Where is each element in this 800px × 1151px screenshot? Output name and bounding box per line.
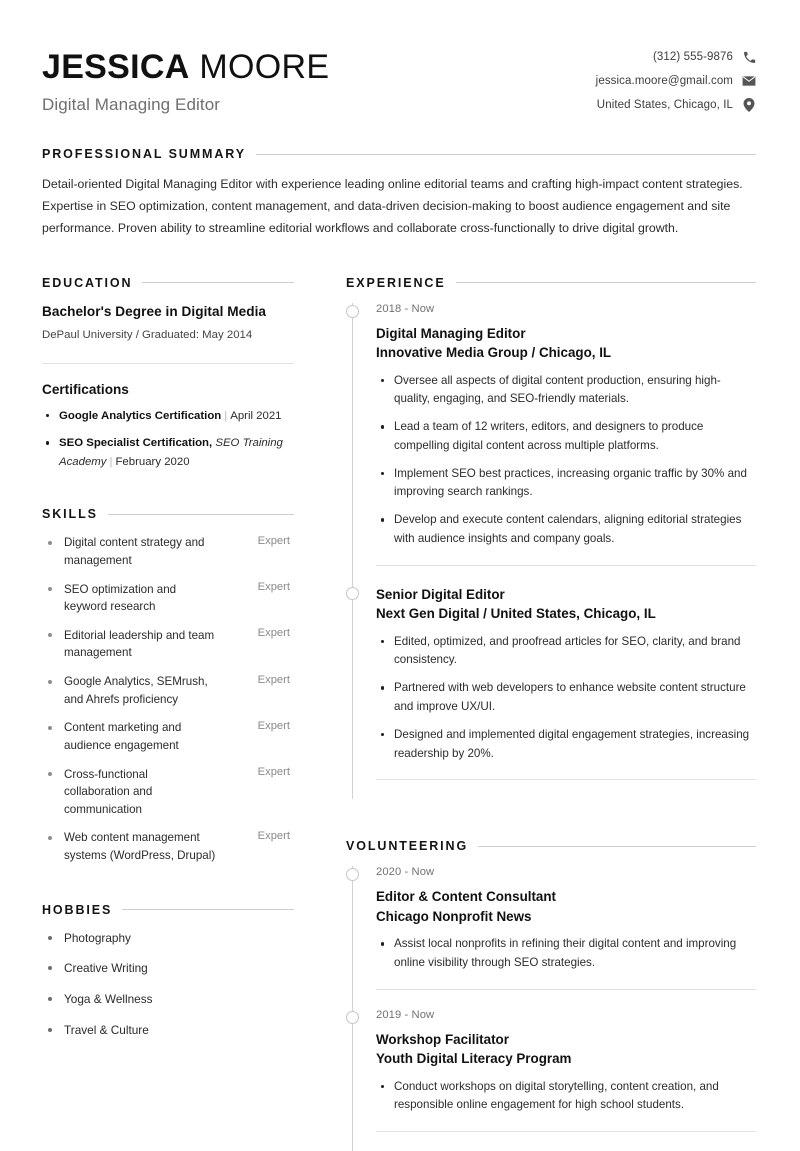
volunteering-entry xyxy=(346,866,756,1008)
contact-phone[interactable] xyxy=(653,50,756,64)
list-item: Implement SEO best practices, increasing organic traffic by 30% and improving search rankings. xyxy=(376,465,756,503)
contact-block xyxy=(596,44,756,112)
section-header-summary xyxy=(42,147,756,161)
email-icon xyxy=(742,74,756,88)
skill-level: Expert xyxy=(257,581,290,594)
hobbies-list xyxy=(42,930,294,1040)
skill-level: Expert xyxy=(257,829,290,842)
contact-location-text: United States, Chicago, IL xyxy=(596,99,733,111)
divider xyxy=(42,363,294,364)
entry-organization: Youth Digital Literacy Program xyxy=(376,1051,572,1067)
skill-name: Editorial leadership and team management xyxy=(64,628,215,660)
list-item: Edited, optimized, and proofread articles for SEO, clarity, and brand consistency. xyxy=(376,633,756,671)
volunteering-section xyxy=(346,839,756,1151)
separator: | xyxy=(109,455,113,468)
education-degree: Bachelor's Degree in Digital Media xyxy=(42,303,267,319)
list-item xyxy=(42,534,294,569)
skill-name: SEO optimization and keyword research xyxy=(64,582,177,614)
professional-summary-section xyxy=(42,147,756,240)
list-item: Travel & Culture xyxy=(42,1022,294,1040)
phone-icon xyxy=(742,50,756,64)
section-title: HOBBIES xyxy=(42,902,113,917)
skills-section xyxy=(42,507,294,864)
certification-date: February 2020 xyxy=(115,455,190,468)
left-column xyxy=(42,276,294,1053)
section-rule xyxy=(108,514,294,515)
list-item xyxy=(42,719,294,754)
certification-name: Google Analytics Certification xyxy=(59,410,222,423)
separator: | xyxy=(224,410,228,423)
skill-level: Expert xyxy=(257,766,290,779)
contact-phone-text: (312) 555-9876 xyxy=(652,51,733,63)
section-header-experience xyxy=(346,276,756,290)
list-item: Partnered with web developers to enhance website content structure and improve UX/UI. xyxy=(376,679,756,717)
job-title: Digital Managing Editor xyxy=(42,95,221,115)
list-item xyxy=(42,627,294,662)
divider xyxy=(376,989,756,990)
list-item xyxy=(42,581,294,616)
experience-entry xyxy=(346,585,756,800)
list-item: Creative Writing xyxy=(42,960,294,978)
entry-role: Editor & Content Consultant xyxy=(376,889,557,905)
section-header-skills xyxy=(42,507,294,521)
education-section xyxy=(42,276,294,344)
certifications-title: Certifications xyxy=(42,382,129,398)
list-item: Develop and execute content calendars, aligning editorial strategies with audience insights and company goals. xyxy=(376,511,756,549)
section-title: SKILLS xyxy=(42,507,98,522)
list-item: Lead a team of 12 writers, editors, and designers to produce compelling digital content across multiple platforms. xyxy=(376,418,756,456)
timeline-dot-icon xyxy=(346,305,359,318)
skill-level: Expert xyxy=(257,627,290,640)
body-columns xyxy=(42,276,756,1151)
skill-name: Content marketing and audience engagement xyxy=(64,721,182,752)
timeline-axis xyxy=(352,303,353,585)
timeline-axis xyxy=(352,1009,353,1151)
resume-header xyxy=(42,38,756,115)
entry-bullets xyxy=(376,633,756,764)
list-item xyxy=(42,673,294,708)
list-item: Oversee all aspects of digital content production, ensuring high-quality, engaging, and SEO-friendly materials. xyxy=(376,372,756,410)
section-rule xyxy=(478,846,756,847)
skill-name: Web content management systems (WordPress, Drupal) xyxy=(64,831,216,862)
section-rule xyxy=(122,909,294,910)
section-title: EDUCATION xyxy=(42,275,133,290)
entry-role: Workshop Facilitator xyxy=(376,1031,509,1047)
section-header-volunteering xyxy=(346,839,756,853)
certifications-list xyxy=(42,407,294,471)
experience-timeline xyxy=(346,303,756,800)
timeline-dot-icon xyxy=(346,587,359,600)
section-rule xyxy=(142,282,294,283)
skill-name: Google Analytics, SEMrush, and Ahrefs proficiency xyxy=(64,675,208,706)
entry-organization: Innovative Media Group / Chicago, IL xyxy=(376,345,612,361)
contact-email-text: jessica.moore@gmail.com xyxy=(595,75,733,87)
education-meta: DePaul University / Graduated: May 2014 xyxy=(42,329,253,342)
volunteering-entry xyxy=(346,1009,756,1151)
divider xyxy=(376,1131,756,1132)
right-column xyxy=(294,276,756,1151)
volunteering-timeline xyxy=(346,866,756,1151)
entry-date: 2020 - Now xyxy=(376,866,435,879)
section-rule xyxy=(256,154,756,155)
page-title xyxy=(42,48,329,86)
experience-section xyxy=(346,276,756,800)
certification-issuer: SEO Training Academy xyxy=(59,437,283,468)
hobbies-section xyxy=(42,903,294,1040)
divider xyxy=(376,565,756,566)
list-item xyxy=(42,434,294,471)
first-name: JESSICA xyxy=(42,48,190,86)
contact-email[interactable] xyxy=(596,74,756,88)
name-block xyxy=(42,44,329,115)
skill-name: Cross-functional collaboration and communication xyxy=(64,767,153,816)
divider xyxy=(376,779,756,780)
entry-date: 2019 - Now xyxy=(376,1008,435,1021)
list-item xyxy=(42,407,294,425)
entry-organization: Next Gen Digital / United States, Chicago, IL xyxy=(376,606,656,622)
skill-level: Expert xyxy=(257,673,290,686)
summary-text: Detail-oriented Digital Managing Editor with experience leading online editorial teams and crafting high-impact content strategies. Expertise in SEO optimization, content management, and data-driven decision-making to boost audience engagement and site performance. Proven ability to streamline editorial workflows and collaborate cross-functionally to drive digital growth. xyxy=(42,177,743,235)
entry-bullets xyxy=(376,1078,756,1116)
entry-date: 2018 - Now xyxy=(376,302,435,315)
last-name: MOORE xyxy=(199,48,330,86)
list-item xyxy=(42,829,294,864)
section-header-education xyxy=(42,276,294,290)
entry-bullets xyxy=(376,372,756,549)
location-pin-icon xyxy=(742,98,756,112)
section-header-hobbies xyxy=(42,903,294,917)
certification-name: SEO Specialist Certification, xyxy=(59,437,213,450)
experience-entry xyxy=(346,303,756,585)
skill-level: Expert xyxy=(257,719,290,732)
entry-organization: Chicago Nonprofit News xyxy=(376,908,532,924)
list-item: Assist local nonprofits in refining their digital content and improving online visibility through SEO strategies. xyxy=(376,935,756,973)
list-item xyxy=(42,766,294,819)
timeline-axis xyxy=(352,585,353,800)
section-title: EXPERIENCE xyxy=(346,275,446,290)
timeline-axis xyxy=(352,866,353,1008)
section-rule xyxy=(456,282,756,283)
timeline-dot-icon xyxy=(346,868,359,881)
certification-date: April 2021 xyxy=(230,410,282,423)
entry-role: Digital Managing Editor xyxy=(376,325,526,341)
timeline-dot-icon xyxy=(346,1011,359,1024)
entry-bullets xyxy=(376,935,756,973)
certifications-section xyxy=(42,382,294,471)
list-item: Yoga & Wellness xyxy=(42,991,294,1009)
section-title: VOLUNTEERING xyxy=(346,839,469,854)
skills-list xyxy=(42,534,294,864)
section-title: PROFESSIONAL SUMMARY xyxy=(42,147,246,162)
skill-name: Digital content strategy and management xyxy=(64,536,205,568)
list-item: Photography xyxy=(42,930,294,948)
list-item: Conduct workshops on digital storytelling, content creation, and responsible online engagement for high school students. xyxy=(376,1078,756,1116)
contact-location[interactable] xyxy=(597,98,756,112)
skill-level: Expert xyxy=(257,534,290,547)
entry-role: Senior Digital Editor xyxy=(376,586,505,602)
list-item: Designed and implemented digital engagement strategies, increasing readership by 20%. xyxy=(376,726,756,764)
